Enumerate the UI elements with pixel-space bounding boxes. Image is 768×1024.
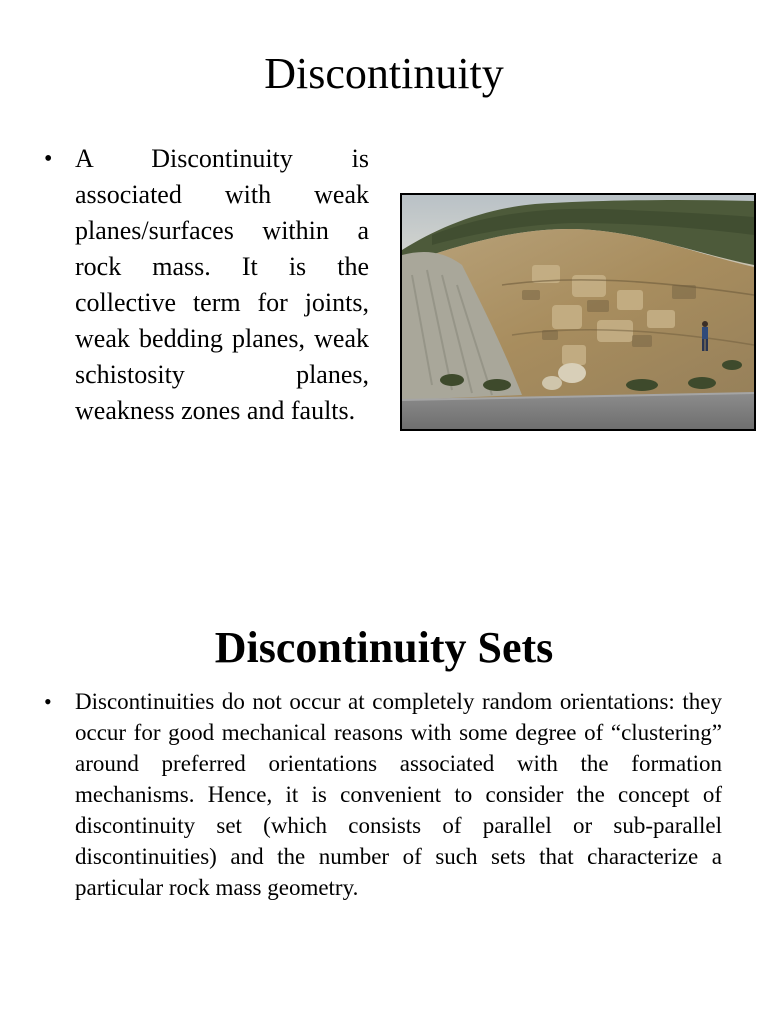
slide-discontinuity (0, 0, 768, 500)
slide-title: Discontinuity Sets (214, 623, 554, 672)
slide-discontinuity-sets (0, 600, 768, 1024)
bullet-item (44, 141, 369, 429)
bullet-text: A Discontinuity is associated with weak planes/surfaces within a rock mass. It is the collective term for joints, weak bedding planes, weak schistosity planes, weakness zones and faults. (75, 144, 369, 425)
bullet-text: Discontinuities do not occur at completely random orientations: they occur for good mechanical reasons with some degree of “clustering” around preferred orientations associated with the formation mechanisms. Hence, it is convenient to consider the concept of discontinuity set (which consists of parallel or sub-parallel discontinuities) and the number of such sets that characterize a particular rock mass geometry. (75, 689, 722, 900)
bullet-icon: • (44, 689, 52, 714)
rock-outcrop-photo (400, 193, 756, 431)
rock-outcrop-image (402, 195, 754, 429)
bullet-item (44, 686, 722, 903)
slide-title: Discontinuity (264, 49, 504, 98)
bullet-icon: • (44, 146, 53, 172)
